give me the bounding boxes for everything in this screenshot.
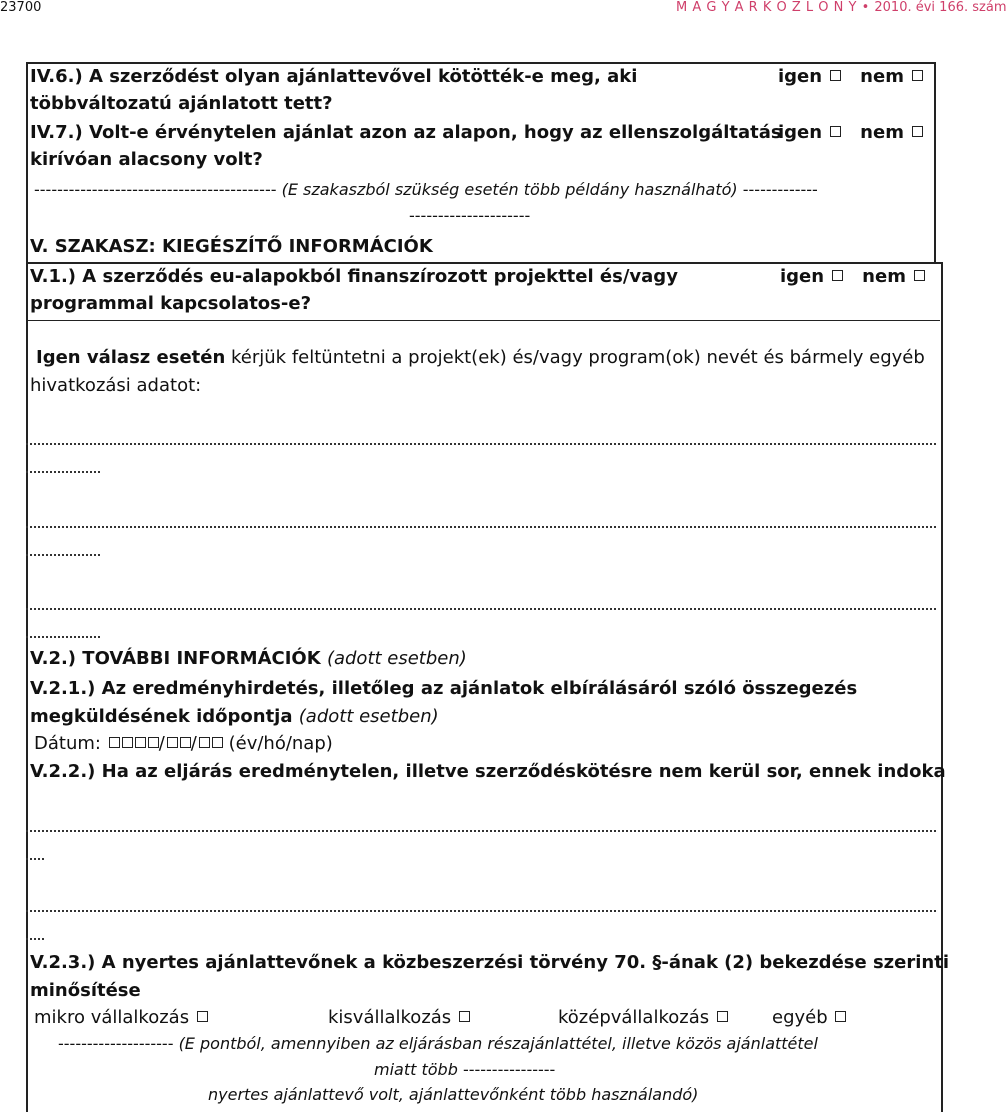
fill-line-5[interactable] (26, 910, 936, 912)
question-v1-label: V.1.) A szerződés eu-alapokból finanszírozott projekttel és/vagy (30, 266, 678, 287)
v1-yes-label: igen (780, 266, 825, 287)
iv6-yes-label: igen (778, 66, 823, 87)
footer-dashes-mid: ---------------- (462, 1060, 556, 1079)
frame-right-border-lower (941, 262, 943, 1112)
v1-yes-checkbox[interactable] (832, 270, 843, 281)
date-month-boxes[interactable] (165, 733, 191, 754)
iv6-yes-checkbox[interactable] (830, 70, 841, 81)
fill-line-4-tail (26, 858, 44, 860)
note-dashes-left: ------------------------------------------ (34, 180, 277, 199)
option-kis (328, 1007, 470, 1028)
v1-no-checkbox[interactable] (914, 270, 925, 281)
question-v1-options (780, 266, 925, 287)
fill-line-2[interactable] (26, 526, 936, 528)
fill-line-4[interactable] (26, 830, 936, 832)
v21-note: (adott esetben) (298, 706, 439, 727)
yes-answer-rest: kérjük feltüntetni a projekt(ek) és/vagy program(ok) nevét és bármely egyéb (225, 347, 925, 368)
iv7-yes-label: igen (778, 122, 823, 143)
v1-no-label: nem (862, 266, 906, 287)
date-label: Dátum: (34, 733, 101, 754)
v2-title: V.2.) TOVÁBBI INFORMÁCIÓK (30, 648, 321, 669)
option-kozep-checkbox[interactable] (717, 1011, 728, 1022)
option-kis-label: kisvállalkozás (328, 1007, 452, 1028)
iv7-no-checkbox[interactable] (912, 126, 923, 137)
question-iv7-options (778, 122, 923, 143)
note-text: (E szakaszból szükség esetén több példány használható) (281, 180, 738, 199)
journal-issue: 2010. évi 166. szám (874, 0, 1006, 15)
footer-note-2: miatt több (374, 1060, 458, 1079)
iv6-no-checkbox[interactable] (912, 70, 923, 81)
footer-note-3: nyertes ajánlattevő volt, ajánlattevőnként több használandó) (208, 1085, 699, 1104)
iv7-no-label: nem (860, 122, 904, 143)
option-egyeb (772, 1007, 846, 1028)
question-iv6-cont: többváltozatú ajánlatott tett? (30, 93, 333, 114)
question-v21-label: V.2.1.) Az eredményhirdetés, illetőleg az ajánlatok elbírálásáról szóló összegezés (30, 678, 858, 699)
date-day-boxes[interactable] (197, 733, 223, 754)
section-divider (26, 262, 943, 264)
date-year-boxes[interactable] (107, 733, 159, 754)
fill-line-3-tail (26, 636, 100, 638)
section-v-title: V. SZAKASZ: KIEGÉSZÍTŐ INFORMÁCIÓK (30, 236, 433, 257)
note-dashes-line2: --------------------- (409, 206, 531, 225)
question-v21-cont (30, 706, 439, 727)
journal-title: M A G Y A R K Ö Z L Ö N Y • (676, 0, 870, 15)
fill-line-1-tail (26, 471, 100, 473)
question-v22-label: V.2.2.) Ha az eljárás eredménytelen, illetve szerződéskötésre nem kerül sor, ennek indoka (30, 761, 946, 782)
option-mikro (34, 1007, 208, 1028)
v21-cont: megküldésének időpontja (30, 706, 293, 727)
frame-right-border-upper (934, 62, 936, 262)
v2-title-note: (adott esetben) (326, 648, 467, 669)
footer-dashes-left: -------------------- (58, 1034, 174, 1053)
inner-divider (28, 320, 940, 321)
option-mikro-checkbox[interactable] (197, 1011, 208, 1022)
question-v1-cont: programmal kapcsolatos-e? (30, 293, 312, 314)
question-iv7-label: IV.7.) Volt-e érvénytelen ajánlat azon az alapon, hogy az ellenszolgáltatás (30, 122, 782, 143)
footer-note-line1 (58, 1034, 818, 1053)
footer-note-line2 (374, 1060, 555, 1079)
question-v23-cont: minősítése (30, 980, 141, 1001)
question-iv6-options (778, 66, 923, 87)
question-iv6-label: IV.6.) A szerződést olyan ajánlattevővel kötötték-e meg, aki (30, 66, 638, 87)
page-number: 23700 (0, 0, 42, 15)
note-dashes-right: ------------- (742, 180, 818, 199)
option-egyeb-checkbox[interactable] (835, 1011, 846, 1022)
question-iv7-cont: kirívóan alacsony volt? (30, 149, 263, 170)
iv7-yes-checkbox[interactable] (830, 126, 841, 137)
fill-line-5-tail (26, 938, 44, 940)
date-format: (év/hó/nap) (228, 733, 333, 754)
yes-answer-cont: hivatkozási adatot: (30, 375, 202, 396)
option-kozep (558, 1007, 728, 1028)
fill-line-2-tail (26, 554, 100, 556)
date-row: Dátum: / / (év/hó/nap) (34, 733, 333, 754)
option-kozep-label: középvállalkozás (558, 1007, 710, 1028)
question-v23-label: V.2.3.) A nyertes ajánlattevőnek a közbeszerzési törvény 70. §-ának (2) bekezdése szerinti (30, 952, 950, 973)
frame-top-border (26, 62, 936, 64)
iv6-no-label: nem (860, 66, 904, 87)
section-iv-note (34, 180, 818, 199)
yes-answer-instruction (36, 347, 925, 368)
footer-note-1: (E pontból, amennyiben az eljárásban részajánlattétel, illetve közös ajánlattétel (178, 1034, 818, 1053)
fill-line-3[interactable] (26, 608, 936, 610)
option-mikro-label: mikro vállalkozás (34, 1007, 190, 1028)
option-kis-checkbox[interactable] (459, 1011, 470, 1022)
option-egyeb-label: egyéb (772, 1007, 828, 1028)
journal-header (676, 0, 1006, 15)
question-iv6 (30, 66, 637, 87)
yes-answer-bold: Igen válasz esetén (36, 347, 226, 368)
fill-line-1[interactable] (26, 443, 936, 445)
section-v2-title (30, 648, 467, 669)
frame-left-border (26, 62, 28, 1112)
